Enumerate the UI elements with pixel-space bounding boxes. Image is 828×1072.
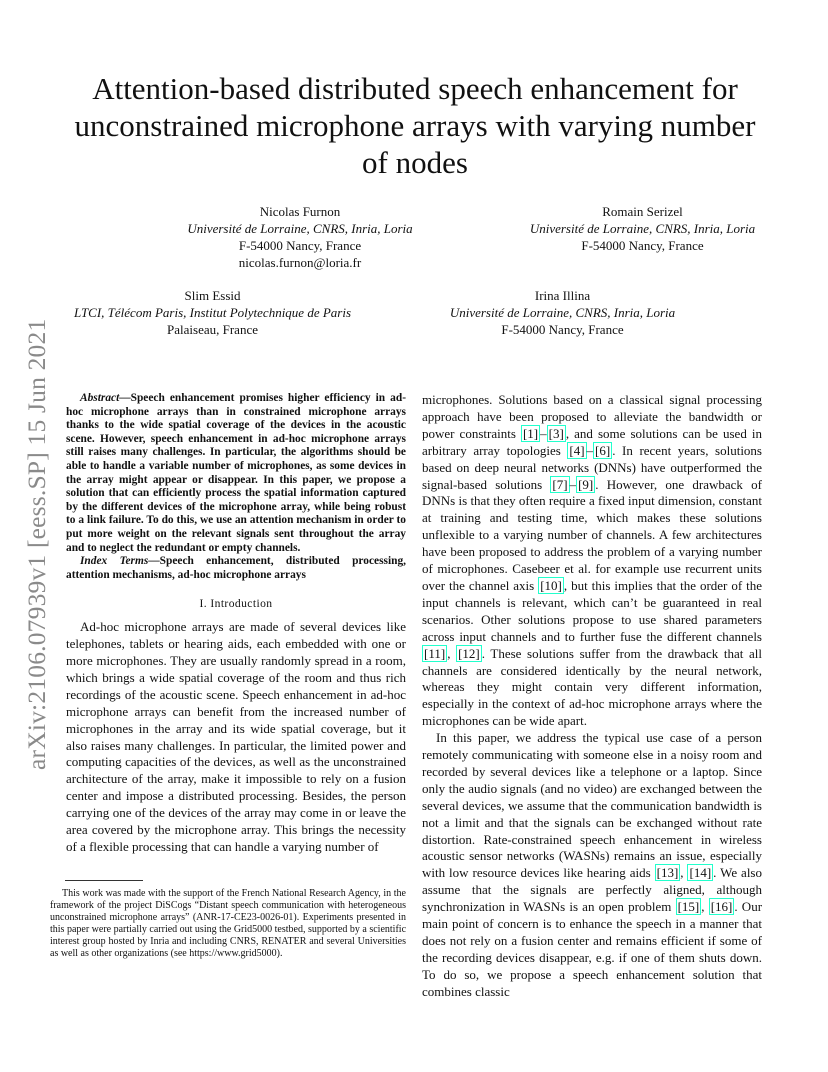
abstract-label: Abstract [80, 392, 120, 404]
arxiv-stamp-text: arXiv:2106.07939v1 [eess.SP] 15 Jun 2021 [22, 318, 51, 770]
author-affiliation: Université de Lorraine, CNRS, Inria, Loria [449, 305, 676, 320]
text-run: . Our main point of concern is to enhance the speech in a manner that does not rely on a fusion center and remains efficient if some of the recording devices disappear, e.g. if one of them shuts down. To do so, we propose a speech enhancement solution that combines classic [422, 899, 763, 999]
author-name: Slim Essid [184, 288, 241, 303]
citation-link[interactable]: [7] [552, 476, 568, 492]
author-name: Nicolas Furnon [259, 204, 341, 219]
author-affiliation: LTCI, Télécom Paris, Institut Polytechnique de Paris [73, 305, 352, 320]
paper-title: Attention-based distributed speech enhancement for unconstrained microphone arrays with varying number of nodes [74, 71, 756, 180]
author-email[interactable]: nicolas.furnon@loria.fr [238, 255, 362, 270]
right-paragraph-1 [422, 392, 762, 730]
citation-link[interactable]: [13] [656, 865, 679, 881]
author-name: Romain Serizel [602, 204, 683, 219]
author-address: F-54000 Nancy, France [501, 322, 624, 337]
text-run: , and some solutions can be used in arbitrary array topologies [422, 425, 763, 458]
citation-link[interactable]: [1] [522, 425, 539, 441]
footnote-rule [65, 880, 143, 881]
citation-link[interactable]: [9] [578, 476, 594, 492]
author-name: Irina Illina [534, 288, 591, 303]
citation-link[interactable]: [16] [710, 899, 733, 915]
text-run: – [569, 476, 577, 492]
text-run: . In recent years, solutions based on deep neural networks (DNNs) have outperformed the signal-based solutions [422, 442, 762, 492]
citation-link[interactable]: [12] [458, 645, 480, 661]
author-affiliation: Université de Lorraine, CNRS, Inria, Loria [529, 221, 756, 236]
abstract-text: —Speech enhancement promises higher efficiency in ad-hoc microphone arrays than in constrained microphone arrays thanks to the wide spatial coverage of the devices in the acoustic scene. However, speech enhancement in ad-hoc microphone arrays still raises many challenges. In particular, the algorithms should be able to handle a variable number of microphones, as some devices in the array might appear or disappear. In this paper, we propose a solution that can efficiently process the spatial information captured by the different devices of the microphone array, while being robust to a link failure. To do this, we use an attention mechanism in order to put more weight on the relevant signals sent throughout the array and to neglect the redundant or empty channels. [66, 392, 406, 554]
left-column [66, 392, 406, 856]
citation-link[interactable]: [6] [595, 442, 611, 458]
text-run: In this paper, we address the typical use case of a person remotely communicating with someone else in a noisy room and recorded by several devices like a telephone or a laptop. Since only the audio signals (and no video) are exchanged between the several devices, we assume that the communication bandwidth is not a limit and that the signals can be exchanged without rate distortion. Rate-constrained speech enhancement in wireless acoustic sensor networks (WASNs) remains an issue, especially with low resource devices like hearing aids [422, 730, 762, 881]
text-run: , but this implies that the order of the input channels is relevant, which can’t be guaranteed in real scenarios. Other solutions propose to use shared parameters across input channels and to further fuse the different channels [422, 577, 763, 644]
citation-link[interactable]: [3] [548, 425, 564, 441]
author-block-1 [160, 203, 440, 271]
text-run: , [701, 899, 709, 915]
author-address: Palaiseau, France [167, 322, 258, 337]
author-affiliation: Université de Lorraine, CNRS, Inria, Loria [187, 221, 413, 236]
text-run: , [680, 865, 688, 881]
section-heading: I. Introduction [199, 597, 273, 611]
index-terms [66, 555, 406, 582]
citation-link[interactable]: [4] [569, 442, 585, 458]
right-paragraph-2 [422, 730, 762, 1001]
abstract [66, 392, 406, 555]
author-block-2 [505, 203, 780, 254]
index-terms-text: —Speech enhancement, distributed processing, attention mechanisms, ad-hoc microphone arrays [66, 555, 406, 581]
text-run: . However, one drawback of DNNs is that they often require a fixed input dimension, constant at training and testing time, which makes these solutions unflexible to a varying number of channels. A few architectures have been proposed to address the problem of a varying number of microphones. Casebeer et al. for example use recurrent units over the channel axis [422, 476, 762, 593]
text-run: – [540, 425, 547, 441]
text-run: . These solutions suffer from the drawback that all channels are considered identically by the neural network, whereas they might contain very different information, especially in the context of ad-hoc microphone arrays where the microphones can be wide apart. [422, 645, 762, 729]
text-run: – [586, 442, 594, 458]
text-run: , [447, 645, 457, 661]
text-run: microphones. Solutions based on a classical signal processing approach have been proposed to alleviate the bandwidth or power constraints [422, 392, 762, 441]
author-address: F-54000 Nancy, France [238, 238, 362, 253]
author-block-3 [55, 287, 370, 338]
right-column [422, 392, 762, 1001]
index-terms-label: Index Terms [80, 555, 149, 568]
author-address: F-54000 Nancy, France [581, 238, 704, 253]
footnote [50, 888, 406, 960]
citation-link[interactable]: [11] [424, 645, 446, 661]
author-block-4 [430, 287, 695, 338]
footnote-text: This work was made with the support of the French National Research Agency, in the framework of the project DiSCogs “Distant speech communication with heterogeneous unconstrained microphone arrays” (ANR-17-CE23-0026-01). Experiments presented in this paper were partially carried out using the Grid5000 testbed, supported by a scientific interest group hosted by Inria and including CNRS, RENATER and several Universities as well as other organizations (see https://www.grid5000). [50, 888, 407, 959]
citation-link[interactable]: [15] [677, 899, 700, 915]
citation-link[interactable]: [10] [540, 577, 562, 593]
citation-link[interactable]: [14] [689, 865, 712, 881]
text-run: . We also assume that the signals are perfectly aligned, although synchronization in WASNs is an open problem [422, 865, 762, 915]
intro-paragraph: Ad-hoc microphone arrays are made of several devices like telephones, tablets or hearing aids, each embedded with one or more microphones. They are usually randomly spread in a room, which brings a wide spatial coverage of the room and thus rich recordings of the acoustic scene. Speech enhancement in ad-hoc microphone arrays can benefit from the increased number of microphones in the array and its wide spatial coverage, but it also raises many challenges. In particular, the limited power and computing capacities of the devices, as well as the unconstrained architecture of the array, make it impossible to rely on a fusion center and impose a distributed processing. Besides, the person carrying one of the devices of the array may come in or leave the area covered by the microphone array. This brings the necessity of a flexible processing that can handle a varying number of [66, 619, 406, 854]
